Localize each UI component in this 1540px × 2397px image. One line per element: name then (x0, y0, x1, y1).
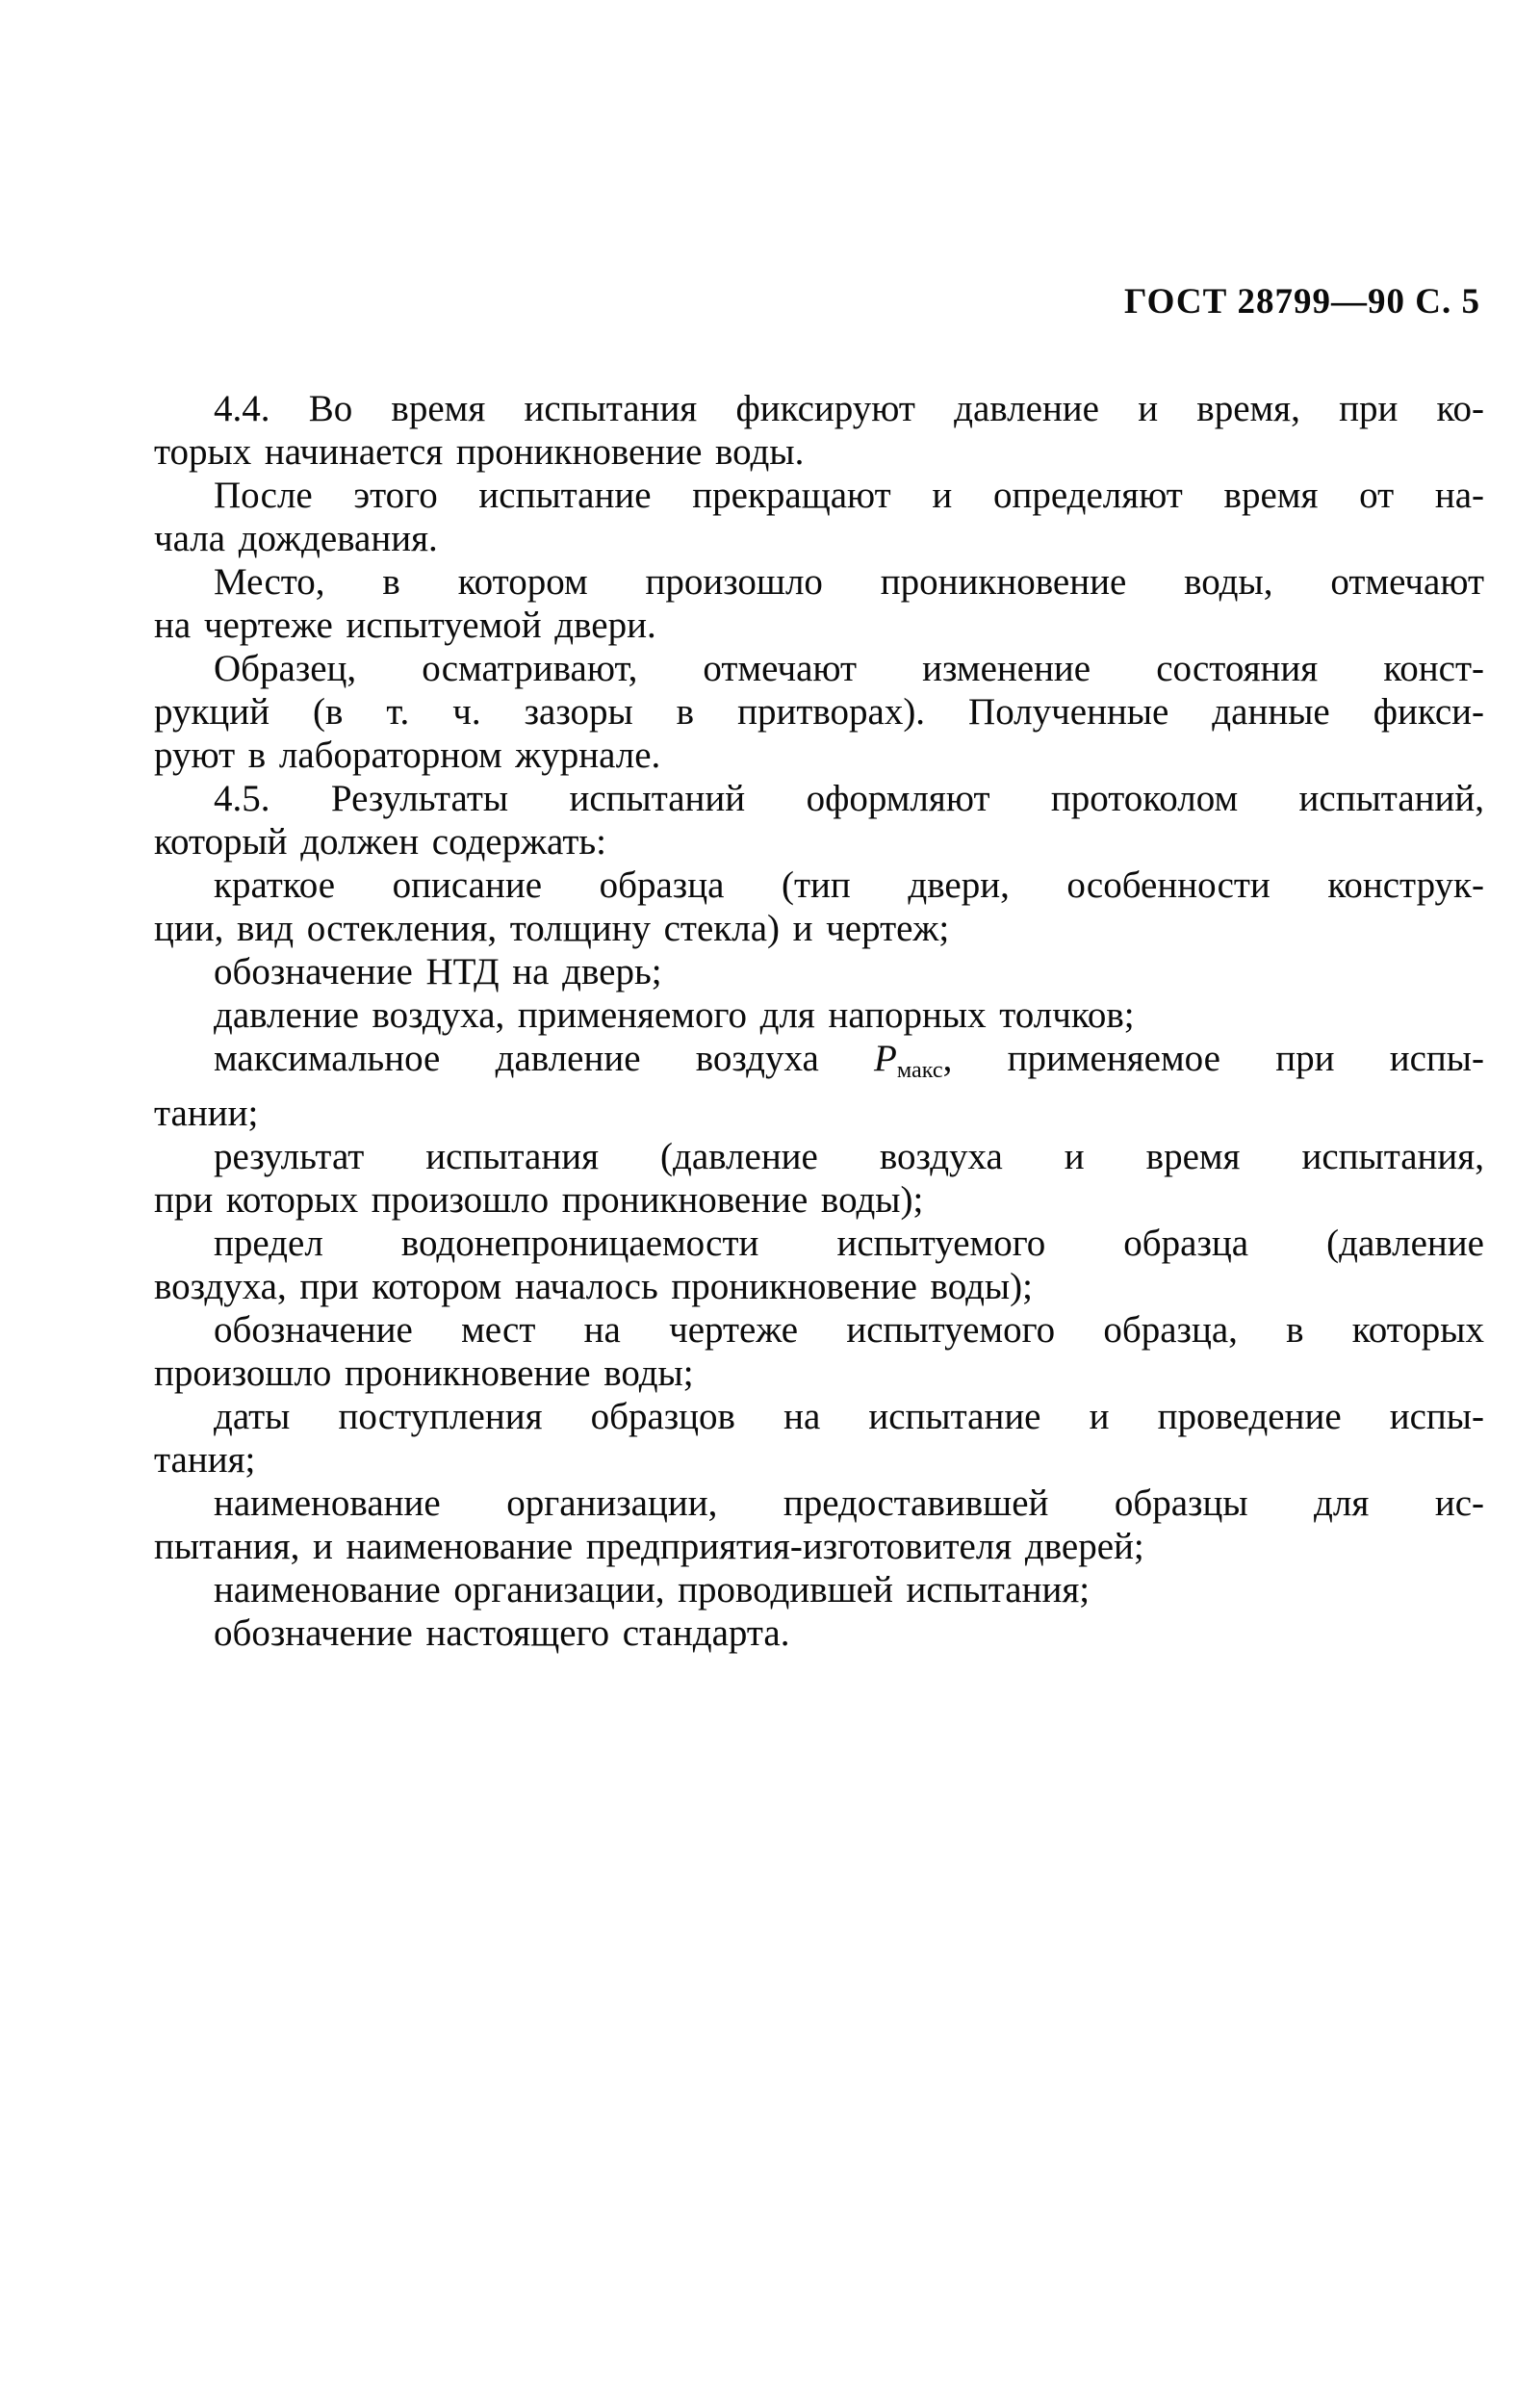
document-body (154, 387, 1484, 1655)
text-line: Образец, осматривают, отмечают изменение состояния конст- (214, 648, 1484, 689)
text-line: краткое описание образца (тип двери, особенности конструк- (214, 864, 1484, 906)
text-line-pmax (154, 1037, 1484, 1092)
text-line: После этого испытание прекращают и определяют время от на- (214, 475, 1484, 516)
pmax-post-text: , применяемое при испы- (942, 1038, 1484, 1079)
text-line: тания; (154, 1438, 256, 1481)
text-line: давление воздуха, применяемого для напорных толчков; (214, 994, 1135, 1036)
text-line: обозначение НТД на дверь; (214, 951, 662, 992)
text-line: который должен содержать: (154, 821, 607, 863)
text-line: обозначение настоящего стандарта. (214, 1611, 790, 1654)
text-line: результат испытания (давление воздуха и время испытания, (214, 1135, 1484, 1177)
text-line: 4.5. Результаты испытаний оформляют протоколом испытаний, (214, 778, 1484, 819)
text-line: наименование организации, проводившей испытания; (214, 1568, 1091, 1611)
text-line: 4.4. Во время испытания фиксируют давление и время, при ко- (214, 388, 1484, 429)
text-line: предел водонепроницаемости испытуемого образца (давление (214, 1222, 1484, 1264)
text-line: торых начинается проникновение воды. (154, 431, 805, 473)
text-line: наименование организации, предоставившей образцы для ис- (214, 1482, 1484, 1524)
text-line: воздуха, при котором началось проникновение воды); (154, 1265, 1033, 1307)
text-line: ции, вид остекления, толщину стекла) и чертеж; (154, 908, 950, 949)
page-header: ГОСТ 28799—90 С. 5 (1124, 282, 1480, 322)
text-line: на чертеже испытуемой двери. (154, 605, 656, 646)
text-line: чала дождевания. (154, 518, 438, 559)
text-line: Место, в котором произошло проникновение воды, отмечают (214, 561, 1484, 603)
pmax-subscript: макс (896, 1056, 943, 1083)
text-line: обозначение мест на чертеже испытуемого образца, в которых (214, 1308, 1484, 1351)
text-line: произошло проникновение воды; (154, 1352, 694, 1394)
pmax-pre-text: максимальное давление воздуха (214, 1038, 875, 1079)
text-line: руют в лабораторном журнале. (154, 735, 661, 776)
pmax-symbol: Р (874, 1038, 897, 1079)
text-line: тании; (154, 1092, 259, 1134)
text-line: рукций (в т. ч. зазоры в притворах). Полученные данные фикси- (154, 691, 1484, 733)
text-line: пытания, и наименование предприятия-изготовителя дверей; (154, 1525, 1144, 1567)
text-line: при которых произошло проникновение воды); (154, 1178, 924, 1221)
text-line: даты поступления образцов на испытание и проведение испы- (214, 1395, 1484, 1437)
